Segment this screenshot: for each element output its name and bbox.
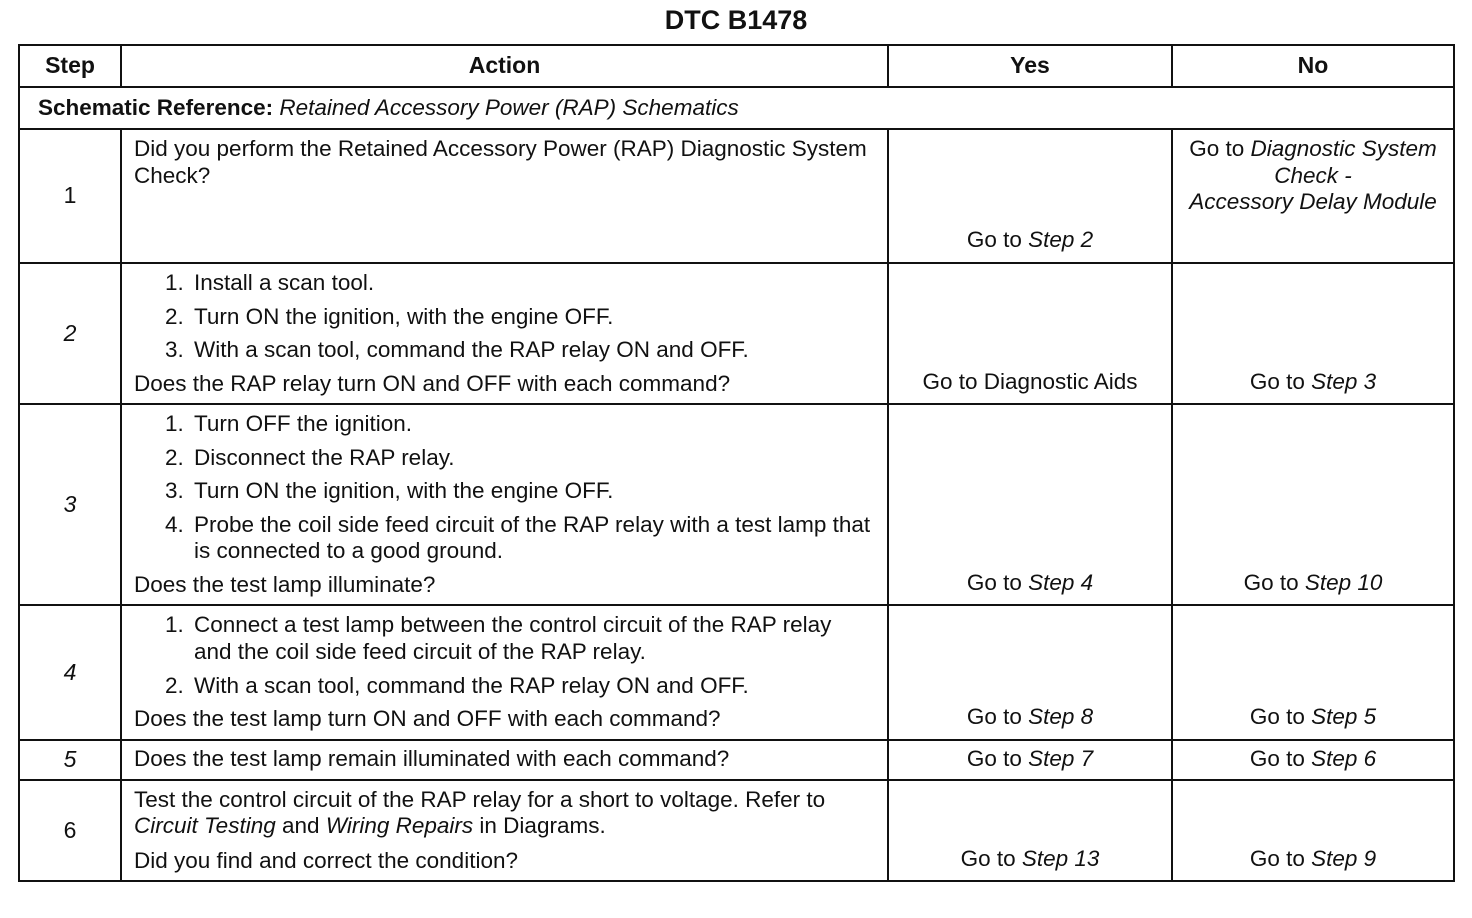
instruction-list xyxy=(134,612,875,699)
no-ref[interactable]: Step 3 xyxy=(1311,368,1377,394)
no-cell[interactable] xyxy=(1172,129,1454,263)
schematic-label: Schematic Reference: xyxy=(38,94,274,120)
instruction-list xyxy=(134,411,875,565)
action-cell xyxy=(121,780,888,882)
question: Did you perform the Retained Accessory Power (RAP) Diagnostic System Check? xyxy=(134,136,867,188)
step-number: 6 xyxy=(19,780,121,882)
wiring-repairs-link[interactable]: Wiring Repairs xyxy=(325,813,474,839)
step-number: 5 xyxy=(19,740,121,780)
no-ref[interactable]: Step 6 xyxy=(1311,746,1377,772)
instruction: 1. Install a scan tool. xyxy=(190,270,875,297)
no-prefix: Go to xyxy=(1249,368,1305,394)
schematic-reference xyxy=(19,87,1454,129)
yes-ref[interactable]: Step 2 xyxy=(1028,227,1094,253)
no-prefix: Go to xyxy=(1243,569,1299,595)
step-number: 1 xyxy=(19,129,121,263)
table-row xyxy=(19,780,1454,882)
yes-cell[interactable] xyxy=(888,404,1172,605)
no-cell[interactable] xyxy=(1172,780,1454,882)
no-ref[interactable]: Step 10 xyxy=(1304,569,1383,595)
yes-text: Go to Diagnostic Aids xyxy=(922,368,1138,394)
yes-prefix: Go to xyxy=(966,227,1022,253)
action-cell xyxy=(121,263,888,404)
instruction: 3. Turn ON the ignition, with the engine OFF. xyxy=(190,478,875,505)
no-ref[interactable]: Step 5 xyxy=(1311,704,1377,730)
step-number: 2 xyxy=(19,263,121,404)
question: Does the test lamp remain illuminated with each command? xyxy=(134,746,730,772)
yes-cell[interactable] xyxy=(888,780,1172,882)
action-cell xyxy=(121,605,888,739)
no-prefix: Go to xyxy=(1249,845,1305,871)
question: Does the RAP relay turn ON and OFF with each command? xyxy=(134,370,731,396)
instruction: 2. With a scan tool, command the RAP relay ON and OFF. xyxy=(190,673,875,700)
instruction: 3. With a scan tool, command the RAP relay ON and OFF. xyxy=(190,337,875,364)
no-ref[interactable]: Step 9 xyxy=(1311,845,1377,871)
table-row xyxy=(19,404,1454,605)
header-yes: Yes xyxy=(888,45,1172,87)
header-no: No xyxy=(1172,45,1454,87)
yes-prefix: Go to xyxy=(966,704,1022,730)
no-prefix: Go to xyxy=(1249,704,1305,730)
header-row xyxy=(19,45,1454,87)
diagnostic-table xyxy=(18,44,1455,882)
action-cell xyxy=(121,740,888,780)
instruction-list xyxy=(134,270,875,364)
yes-ref[interactable]: Step 4 xyxy=(1028,569,1094,595)
circuit-testing-link[interactable]: Circuit Testing xyxy=(134,813,276,839)
no-cell[interactable] xyxy=(1172,404,1454,605)
header-step: Step xyxy=(19,45,121,87)
instruction: 2. Turn ON the ignition, with the engine OFF. xyxy=(190,304,875,331)
yes-prefix: Go to xyxy=(966,746,1022,772)
table-row xyxy=(19,129,1454,263)
question: Did you find and correct the condition? xyxy=(134,847,518,873)
no-prefix: Go to xyxy=(1189,136,1245,161)
step-number: 3 xyxy=(19,404,121,605)
instruction: 1. Connect a test lamp between the control circuit of the RAP relay and the coil side feed circuit of the RAP relay. xyxy=(190,612,875,665)
instruction: 4. Probe the coil side feed circuit of the RAP relay with a test lamp that is connected to a good ground. xyxy=(190,512,875,565)
no-ref-cont[interactable]: Accessory Delay Module xyxy=(1189,189,1437,215)
table-row xyxy=(19,263,1454,404)
yes-ref[interactable]: Step 8 xyxy=(1028,704,1094,730)
yes-ref[interactable]: Step 13 xyxy=(1021,845,1100,871)
step-number: 4 xyxy=(19,605,121,739)
no-cell[interactable] xyxy=(1172,263,1454,404)
table-row xyxy=(19,605,1454,739)
instruction-text: in Diagrams. xyxy=(479,813,606,839)
no-cell[interactable] xyxy=(1172,740,1454,780)
yes-cell[interactable] xyxy=(888,605,1172,739)
instruction: 2. Disconnect the RAP relay. xyxy=(190,445,875,472)
instruction-text: and xyxy=(282,813,320,839)
instruction-paragraph xyxy=(134,787,875,840)
yes-cell[interactable] xyxy=(888,263,1172,404)
no-ref[interactable]: Diagnostic System Check - xyxy=(1250,136,1437,188)
schematic-row xyxy=(19,87,1454,129)
no-cell[interactable] xyxy=(1172,605,1454,739)
no-prefix: Go to xyxy=(1249,746,1305,772)
yes-ref[interactable]: Step 7 xyxy=(1028,746,1094,772)
yes-cell[interactable] xyxy=(888,740,1172,780)
action-cell xyxy=(121,129,888,263)
instruction: 1. Turn OFF the ignition. xyxy=(190,411,875,438)
table-row xyxy=(19,740,1454,780)
yes-prefix: Go to xyxy=(960,845,1016,871)
action-cell xyxy=(121,404,888,605)
yes-prefix: Go to xyxy=(966,569,1022,595)
header-action: Action xyxy=(121,45,888,87)
question: Does the test lamp turn ON and OFF with each command? xyxy=(134,706,721,732)
yes-cell[interactable] xyxy=(888,129,1172,263)
page-title: DTC B1478 xyxy=(664,5,808,35)
question: Does the test lamp illuminate? xyxy=(134,571,436,597)
instruction-text: Test the control circuit of the RAP relay for a short to voltage. Refer to xyxy=(134,786,826,812)
schematic-link[interactable]: Retained Accessory Power (RAP) Schematics xyxy=(279,94,739,120)
